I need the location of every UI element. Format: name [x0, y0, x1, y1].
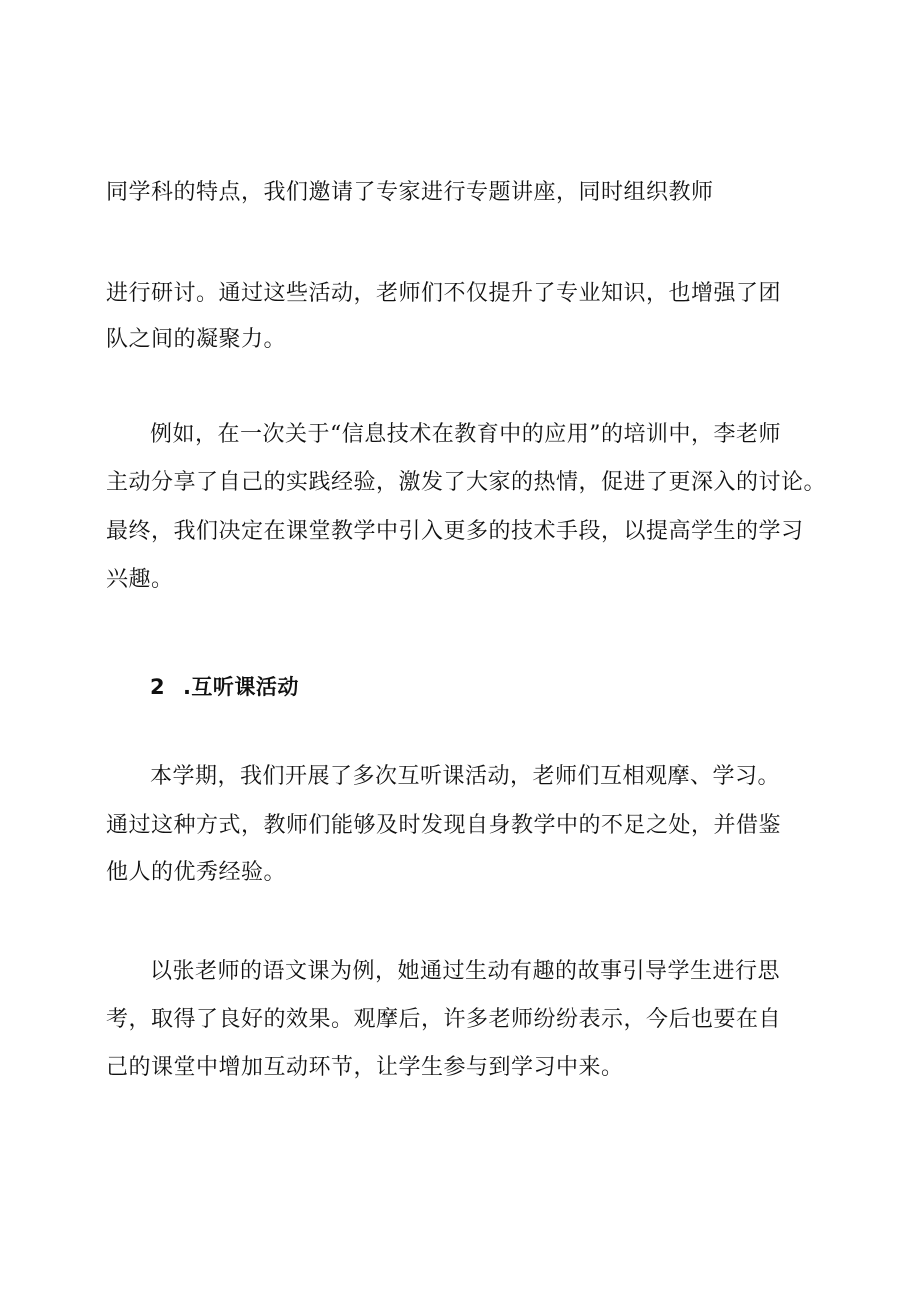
paragraph-line: 通过这种方式，教师们能够及时发现自身教学中的不足之处，并借鉴: [106, 813, 782, 838]
paragraph-line: 兴趣。: [106, 567, 174, 592]
section-heading: [150, 672, 299, 702]
paragraph-line: 主动分享了自己的实践经验，激发了大家的热情，促进了更深入的讨论。: [106, 470, 827, 495]
section-number: 2: [150, 675, 166, 699]
paragraph-line: 考，取得了良好的效果。观摩后，许多老师纷纷表示，今后也要在自: [106, 1007, 782, 1032]
paragraph-line: 队之间的凝聚力。: [106, 327, 287, 352]
paragraph-line: 同学科的特点，我们邀请了专家进行专题讲座，同时组织教师: [106, 180, 714, 205]
paragraph-line: 例如，在一次关于“信息技术在教育中的应用”的培训中，李老师: [150, 422, 781, 447]
paragraph-line: 进行研讨。通过这些活动，老师们不仅提升了专业知识，也增强了团: [106, 281, 782, 306]
paragraph-line: 最终，我们决定在课堂教学中引入更多的技术手段，以提高学生的学习: [106, 519, 804, 544]
section-title: .互听课活动: [182, 675, 299, 699]
paragraph-line: 他人的优秀经验。: [106, 860, 287, 885]
paragraph-line: 己的课堂中增加互动环节，让学生参与到学习中来。: [106, 1055, 624, 1080]
paragraph-line: 本学期，我们开展了多次互听课活动，老师们互相观摩、学习。: [150, 764, 781, 789]
paragraph-line: 以张老师的语文课为例，她通过生动有趣的故事引导学生进行思: [150, 959, 781, 984]
